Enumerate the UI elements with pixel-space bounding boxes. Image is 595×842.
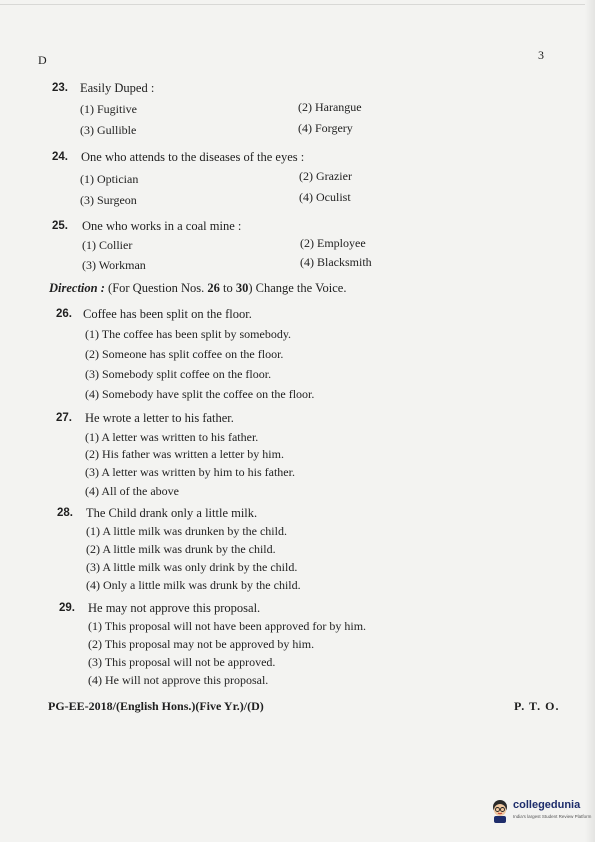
option: (3) Somebody split coffee on the floor. (85, 367, 272, 381)
question-number: 27. (56, 412, 72, 424)
question-number: 28. (57, 507, 73, 519)
direction-text (49, 281, 346, 296)
question-text: One who works in a coal mine : (82, 219, 242, 233)
collegedunia-watermark (489, 796, 592, 830)
brand-name: collegedunia (513, 799, 581, 811)
option: (4) Blacksmith (300, 255, 372, 269)
option: (3) Surgeon (80, 193, 137, 207)
paper-code: PG-EE-2018/(English Hons.)(Five Yr.)/(D) (48, 699, 264, 713)
question-number: 26. (56, 308, 72, 320)
option: (4) Somebody have split the coffee on the floor. (85, 387, 315, 401)
page-right-edge (585, 0, 595, 842)
direction-to: 30 (235, 281, 249, 295)
question-text: The Child drank only a little milk. (86, 506, 258, 520)
option: (2) Grazier (299, 169, 352, 183)
option: (2) His father was written a letter by him. (85, 447, 284, 461)
direction-label: Direction : (49, 281, 105, 295)
direction-text-part: (For Question Nos. (104, 281, 208, 295)
option: (1) A letter was written to his father. (85, 430, 259, 444)
option: (1) This proposal will not have been approved for by him. (88, 619, 367, 633)
question-number: 24. (52, 151, 68, 163)
option: (2) Someone has split coffee on the floor. (85, 347, 284, 361)
question-number: 29. (59, 602, 75, 614)
option: (2) Harangue (298, 100, 362, 114)
page-number: 3 (538, 48, 544, 62)
option: (3) A letter was written by him to his father. (85, 465, 295, 479)
direction-text-part: to (219, 281, 236, 295)
question-text: He may not approve this proposal. (88, 601, 261, 615)
question-text: Easily Duped : (80, 81, 155, 95)
option: (4) Oculist (299, 190, 351, 204)
direction-text-part: ) Change the Voice. (248, 281, 347, 295)
option: (2) Employee (300, 236, 366, 250)
direction-from: 26 (207, 281, 220, 295)
series-label: D (38, 53, 47, 67)
mascot-icon (489, 798, 511, 824)
option: (4) All of the above (85, 484, 179, 498)
option: (1) Optician (80, 172, 139, 186)
option: (2) This proposal may not be approved by him. (88, 637, 315, 651)
option: (3) This proposal will not be approved. (88, 655, 276, 669)
option: (4) Forgery (298, 121, 353, 135)
question-number: 25. (52, 220, 68, 232)
question-text: He wrote a letter to his father. (85, 411, 234, 425)
question-text: One who attends to the diseases of the eyes : (81, 150, 305, 164)
question-text: Coffee has been split on the floor. (83, 307, 252, 321)
option: (3) Gullible (80, 123, 137, 137)
page-top-edge (0, 4, 595, 5)
option: (3) Workman (82, 258, 146, 272)
option: (1) The coffee has been split by somebody. (85, 327, 292, 341)
option: (4) Only a little milk was drunk by the child. (86, 578, 301, 592)
question-number: 23. (52, 82, 68, 94)
option: (1) A little milk was drunken by the child. (86, 524, 287, 538)
option: (1) Fugitive (80, 102, 137, 116)
option: (4) He will not approve this proposal. (88, 673, 269, 687)
option: (3) A little milk was only drink by the child. (86, 560, 298, 574)
option: (2) A little milk was drunk by the child. (86, 542, 276, 556)
option: (1) Collier (82, 238, 133, 252)
brand-tagline: India's largest Student Review Platform (513, 814, 592, 819)
pto-label: P. T. O. (514, 699, 560, 713)
